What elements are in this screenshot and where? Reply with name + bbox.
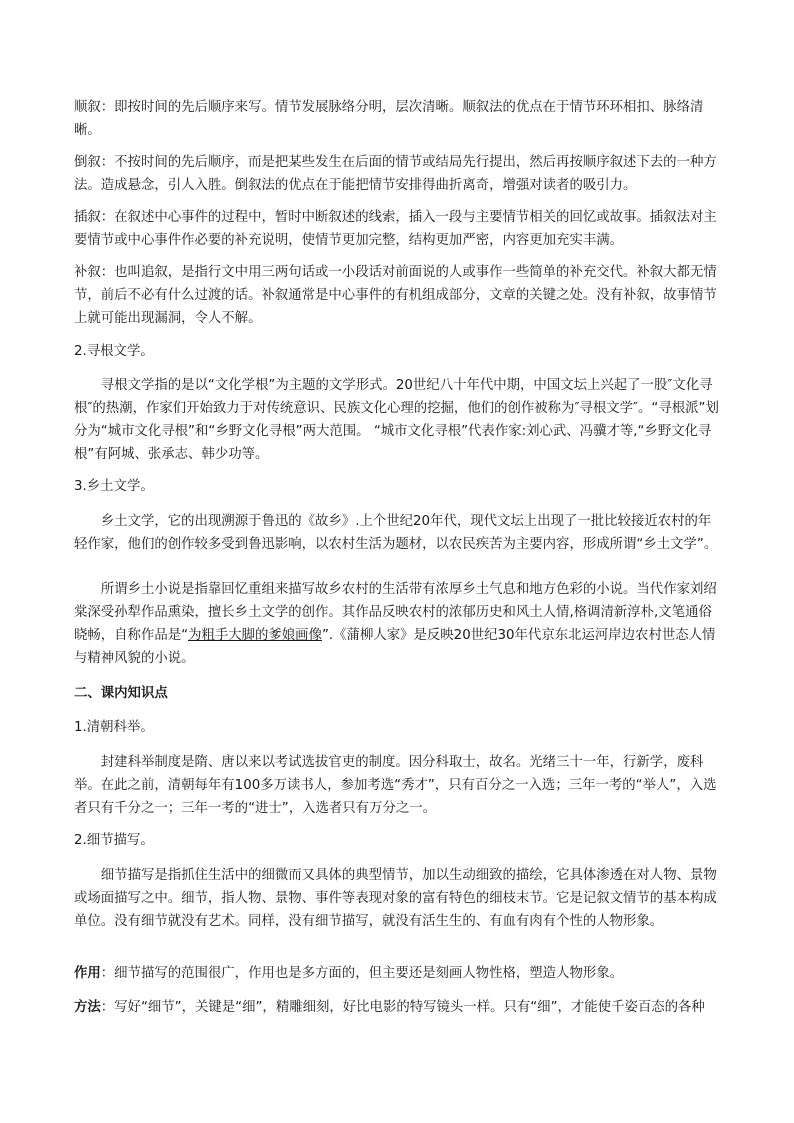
paragraph-xungen: 寻根文学指的是以“文化学根”为主题的文学形式。20世纪八十年代中期，中国文坛上兴起了一股″文化寻根″的热潮，作家们开始致力于对传统意识、民族文化心理的挖掘，他们的创作被称为″寻根文学″。“寻根派”划分为“城市文化寻根”和“乡野文化寻根”两大范围。 “城市文化寻根”代表作家:刘心武、冯骥才等,“乡野文化寻根”有阿城、张承志、韩少功等。 xyxy=(74,378,719,462)
paragraph-buxu: 补叙：也叫追叙，是指行文中用三两句话或一小段话对前面说的人或事作一些简单的补充交代。补叙大都无情节，前后不必有什么过渡的话。补叙通常是中心事件的有机组成部分，文章的关键之处。没有补叙，故事情节上就可能出现漏洞，令人不解。 xyxy=(74,265,717,326)
paragraph-zuoyong xyxy=(74,962,724,985)
heading-xiangtu: 3.乡土文学。 xyxy=(74,479,154,494)
heading-keju: 1.清朝科举。 xyxy=(74,720,154,735)
paragraph-xijie: 细节描写是指抓住生活中的细微而又具体的典型情节，加以生动细致的描绘，它具体渗透在对人物、景物或场面描写之中。细节，指人物、景物、事件等表现对象的富有特色的细枝末节。它是记叙文情节的基本构成单位。没有细节就没有艺术。同样，没有细节描写，就没有活生生的、有血有肉有个性的人物形象。 xyxy=(74,868,717,929)
paragraph-xiangtu-2-text-b: ”.《蒲柳人家》是反映20世纪30年代京东北运河岸边农村世态人情与精神风貌的小说。 xyxy=(74,628,716,666)
label-zuoyong: 作用 xyxy=(74,966,101,981)
paragraph-shunxu: 顺叙：即按时间的先后顺序来写。情节发展脉络分明，层次清晰。顺叙法的优点在于情节环环相扣、脉络清晰。 xyxy=(74,100,704,138)
heading-xungen: 2.寻根文学。 xyxy=(74,344,154,359)
heading-xijie: 2.细节描写。 xyxy=(74,833,154,848)
label-fangfa: 方法 xyxy=(74,1000,101,1015)
quote-link[interactable]: 为粗手大脚的爹娘画像 xyxy=(188,628,322,643)
text-zuoyong: ：细节描写的范围很广，作用也是多方面的，但主要还是刻画人物性格，塑造人物形象。 xyxy=(100,966,624,981)
paragraph-keju: 封建科举制度是隋、唐以来以考试选拔官吏的制度。因分科取士，故名。光绪三十一年，行新学，废科举。在此之前，清朝每年有100多万读书人，参加考选“秀才”，只有百分之一入选；三年一考的“举人”，入选者只有千分之一；三年一考的“进士”，入选者只有万分之一。 xyxy=(74,755,717,816)
paragraph-fangfa xyxy=(74,996,724,1019)
paragraph-xiangtu-2 xyxy=(74,578,724,670)
paragraph-chaxu: 插叙：在叙述中心事件的过程中，暂时中断叙述的线索，插入一段与主要情节相关的回忆或故事。插叙法对主要情节或中心事件作必要的补充说明，使情节更加完整，结构更加严密，内容更加充实丰满。 xyxy=(74,210,717,248)
paragraph-daoxu: 倒叙：不按时间的先后顺序，而是把某些发生在后面的情节或结局先行提出，然后再按顺序叙述下去的一种方法。造成悬念，引人入胜。倒叙法的优点在于能把情节安排得曲折离奇，增强对读者的吸引力。 xyxy=(74,155,717,193)
paragraph-xiangtu-2-text-a: 所谓乡土小说是指靠回忆重组来描写故乡农村的生活带有浓厚乡土气息和地方色彩的小说。当代作家刘绍棠深受孙犁作品熏染，擅长乡土文学的创作。其作品反映农村的浓郁历史和风土人情,格调清新淳朴,文笔通俗晓畅，自称作品是“ xyxy=(74,582,717,643)
text-fangfa: ：写好“细节”，关键是“细”，精雕细刻，好比电影的特写镜头一样。只有“细”，才能使千姿百态的各种 xyxy=(100,1000,705,1015)
paragraph-xiangtu-1: 乡土文学，它的出现溯源于鲁迅的《故乡》.上个世纪20年代，现代文坛上出现了一批比较接近农村的年轻作家，他们的创作较多受到鲁迅影响，以农村生活为题材，以农民疾苦为主要内容，形成所谓“乡土文学”。 xyxy=(74,514,718,552)
section-heading-knowledge: 二、课内知识点 xyxy=(74,686,168,701)
